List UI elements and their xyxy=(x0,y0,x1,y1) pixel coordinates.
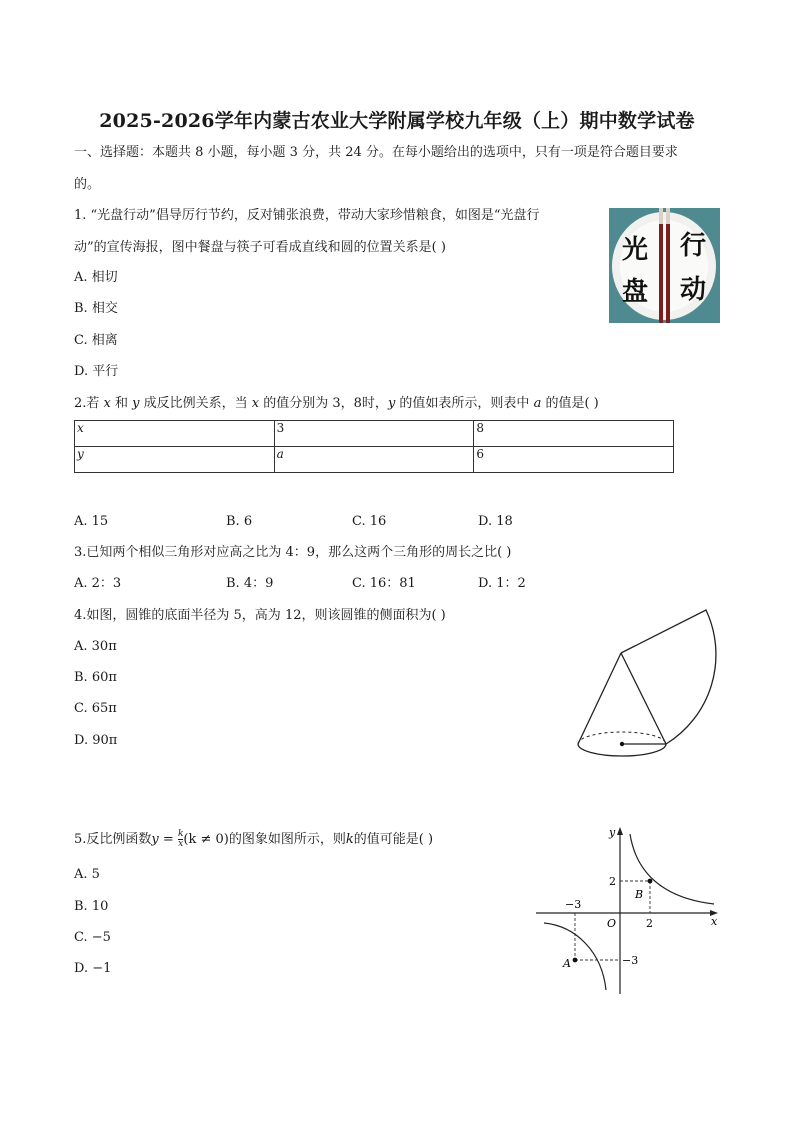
y-axis-label: y xyxy=(609,826,616,839)
point-a-label: A xyxy=(563,957,571,970)
q4-option-c[interactable]: C. 65π xyxy=(74,701,117,716)
q5-option-d[interactable]: D. −1 xyxy=(74,961,112,976)
q1-option-d[interactable]: D. 平行 xyxy=(74,364,119,379)
q1-option-c[interactable]: C. 相离 xyxy=(74,333,118,348)
var-y: y xyxy=(132,396,140,411)
table-row xyxy=(75,421,674,447)
tick-y-neg3: −3 xyxy=(622,954,639,967)
q3-option-c[interactable]: C. 16：81 xyxy=(352,576,416,591)
q2-option-c[interactable]: C. 16 xyxy=(352,514,387,529)
page-title: 2025-2026学年内蒙古农业大学附属学校九年级（上）期中数学试卷 xyxy=(99,110,695,132)
q4-option-a[interactable]: A. 30π xyxy=(74,639,117,654)
q3-option-d[interactable]: D. 1：2 xyxy=(478,576,526,591)
tick-x-2: 2 xyxy=(646,917,653,930)
table-cell: x xyxy=(75,421,275,447)
q1-text-line2: 动”的宣传海报，图中餐盘与筷子可看成直线和圆的位置关系是( ) xyxy=(74,240,446,255)
q4-option-b[interactable]: B. 60π xyxy=(74,670,117,685)
q2-option-a[interactable]: A. 15 xyxy=(74,514,109,529)
var-x: x xyxy=(103,396,111,411)
q1-option-b[interactable]: B. 相交 xyxy=(74,301,118,316)
section-heading-line2: 的。 xyxy=(74,177,101,192)
point-a xyxy=(573,958,578,963)
k-over-x-fraction: $\frac{k}{x}$ xyxy=(177,829,184,849)
q5-option-b[interactable]: B. 10 xyxy=(74,899,109,914)
origin-label: O xyxy=(607,917,617,930)
q4-option-d[interactable]: D. 90π xyxy=(74,733,118,748)
cone-net-figure xyxy=(570,606,730,766)
point-b xyxy=(648,879,653,884)
q5-text: 5.反比例函数y = $\frac{k}{x}$ (k ≠ 0)的图象如图所示，则k的值可能是( ) xyxy=(74,829,434,849)
table-cell: y xyxy=(75,447,275,473)
tick-x-neg3: −3 xyxy=(565,898,582,911)
poster-char-2: 行 xyxy=(679,231,707,261)
q2-text: 2.若 x 和 y 成反比例关系，当 x 的值分别为 3，8时，y 的值如表所示，则表中 a 的值是( ) xyxy=(74,396,599,411)
q4-text: 4.如图，圆锥的底面半径为 5，高为 12，则该圆锥的侧面积为( ) xyxy=(74,608,446,623)
q1-text-line1: 1. “光盘行动”倡导厉行节约，反对铺张浪费，带动大家珍惜粮食，如图是“光盘行 xyxy=(74,208,540,223)
q2-option-b[interactable]: B. 6 xyxy=(226,514,253,529)
point-b-label: B xyxy=(635,888,644,901)
poster-char-1: 光 xyxy=(621,235,649,265)
poster-char-4: 动 xyxy=(679,275,707,305)
tick-y-2: 2 xyxy=(609,875,616,888)
x-axis-label: x xyxy=(711,915,718,928)
table-cell: a xyxy=(274,447,474,473)
table-cell: 8 xyxy=(474,421,674,447)
var-a: a xyxy=(533,396,542,411)
poster-char-3: 盘 xyxy=(621,277,649,307)
table-cell: 6 xyxy=(474,447,674,473)
q3-text: 3.已知两个相似三角形对应高之比为 4：9，那么这两个三角形的周长之比( ) xyxy=(74,545,512,560)
q5-option-a[interactable]: A. 5 xyxy=(74,867,100,882)
table-cell: 3 xyxy=(274,421,474,447)
guangpan-poster-image xyxy=(609,208,720,323)
q3-option-b[interactable]: B. 4：9 xyxy=(226,576,274,591)
q2-value-table xyxy=(74,420,674,473)
q2-option-d[interactable]: D. 18 xyxy=(478,514,513,529)
q5-option-c[interactable]: C. −5 xyxy=(74,930,111,945)
inverse-function-graph xyxy=(532,822,732,997)
section-heading-line1: 一、选择题：本题共 8 小题，每小题 3 分，共 24 分。在每小题给出的选项中，只有一项是符合题目要求 xyxy=(74,145,678,160)
table-row xyxy=(75,447,674,473)
q1-option-a[interactable]: A. 相切 xyxy=(74,270,118,285)
q3-option-a[interactable]: A. 2：3 xyxy=(74,576,122,591)
